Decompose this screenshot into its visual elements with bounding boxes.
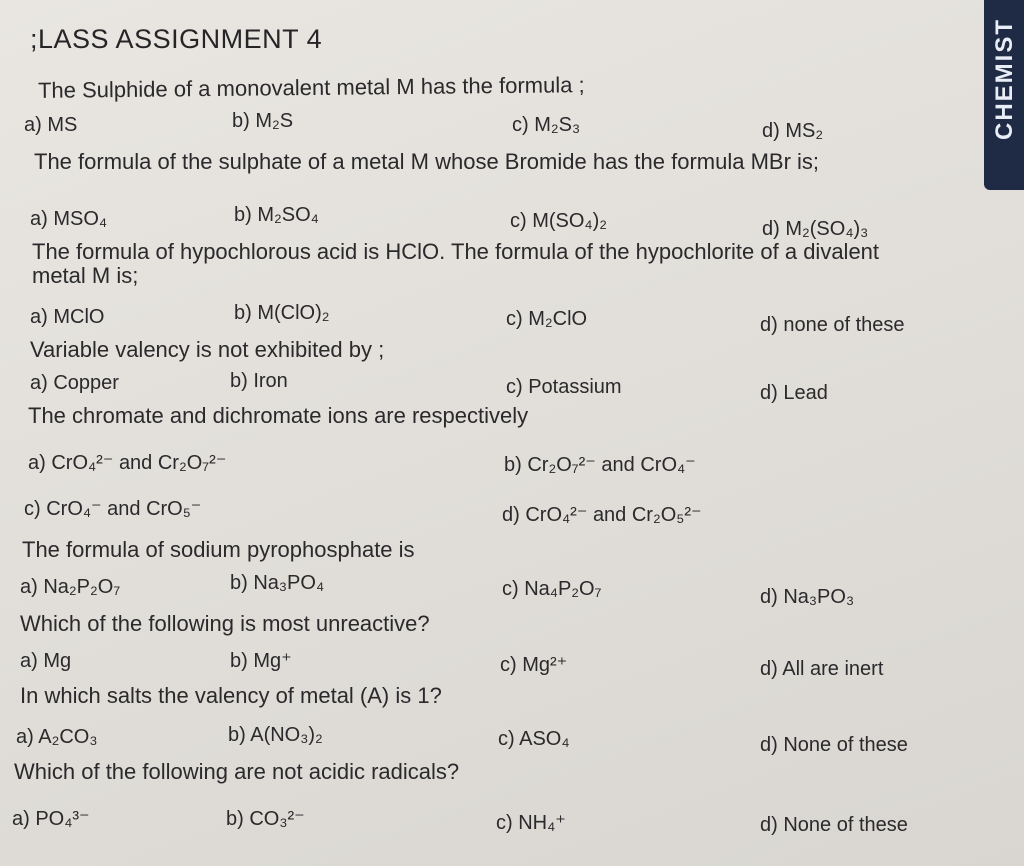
q9-option-b: b) CO₃²⁻ [226,808,305,830]
q8-option-b: b) A(NO₃)₂ [228,724,323,746]
q9-option-a: a) PO₄³⁻ [12,808,90,830]
question-4: Variable valency is not exhibited by ; [30,337,385,362]
q7-option-d: d) All are inert [760,658,884,680]
q8-option-a: a) A₂CO₃ [16,726,98,748]
q3-option-b: b) M(ClO)₂ [234,302,330,324]
question-3: The formula of hypochlorous acid is HClO. The formula of the hypochlorite of a divalent metal M is; [32,239,880,288]
q4-option-c: c) Potassium [506,376,622,398]
q9-option-d: d) None of these [760,814,908,836]
q3-option-a: a) MClO [30,306,105,328]
question-2: The formula of the sulphate of a metal M whose Bromide has the formula MBr is; [34,149,820,174]
q5-option-b: b) Cr₂O₇²⁻ and CrO₄⁻ [504,454,696,476]
question-8: In which salts the valency of metal (A) is 1? [20,683,442,708]
q6-option-c: c) Na₄P₂O₇ [502,578,602,600]
q6-option-d: d) Na₃PO₃ [760,586,855,608]
q3-option-c: c) M₂ClO [506,308,588,330]
q6-option-a: a) Na₂P₂O₇ [20,576,121,598]
q6-option-b: b) Na₃PO₄ [230,572,325,594]
question-6: The formula of sodium pyrophosphate is [22,537,415,562]
q7-option-c: c) Mg²⁺ [500,654,568,676]
q4-option-b: b) Iron [230,370,288,392]
q5-option-d: d) CrO₄²⁻ and Cr₂O₅²⁻ [502,504,702,526]
q7-option-a: a) Mg [20,650,72,672]
question-7: Which of the following is most unreactive? [20,611,430,636]
q1-option-d: d) MS₂ [762,120,824,142]
q2-option-c: c) M(SO₄)₂ [510,210,608,232]
q4-option-a: a) Copper [30,372,119,394]
q8-option-d: d) None of these [760,734,908,756]
question-5: The chromate and dichromate ions are respectively [28,403,529,428]
q3-option-d: d) none of these [760,314,905,336]
q5-option-c: c) CrO₄⁻ and CrO₅⁻ [24,498,202,520]
q4-option-d: d) Lead [760,382,828,404]
side-tab [984,0,1024,190]
q5-option-a: a) CrO₄²⁻ and Cr₂O₇²⁻ [28,452,227,474]
q1-option-b: b) M₂S [232,110,294,132]
q2-option-a: a) MSO₄ [30,208,108,230]
q8-option-c: c) ASO₄ [498,728,570,750]
q7-option-b: b) Mg⁺ [230,650,292,672]
side-tab-label: CHEMIST [991,18,1018,140]
q2-option-b: b) M₂SO₄ [234,204,319,226]
question-1: The Sulphide of a monovalent metal M has the formula ; [37,72,585,103]
q1-option-c: c) M₂S₃ [512,114,581,136]
q1-option-a: a) MS [24,114,78,136]
page-title: ;LASS ASSIGNMENT 4 [30,24,323,54]
q2-option-d: d) M₂(SO₄)₃ [762,218,869,240]
question-9: Which of the following are not acidic radicals? [14,759,460,784]
q9-option-c: c) NH₄⁺ [496,812,566,834]
